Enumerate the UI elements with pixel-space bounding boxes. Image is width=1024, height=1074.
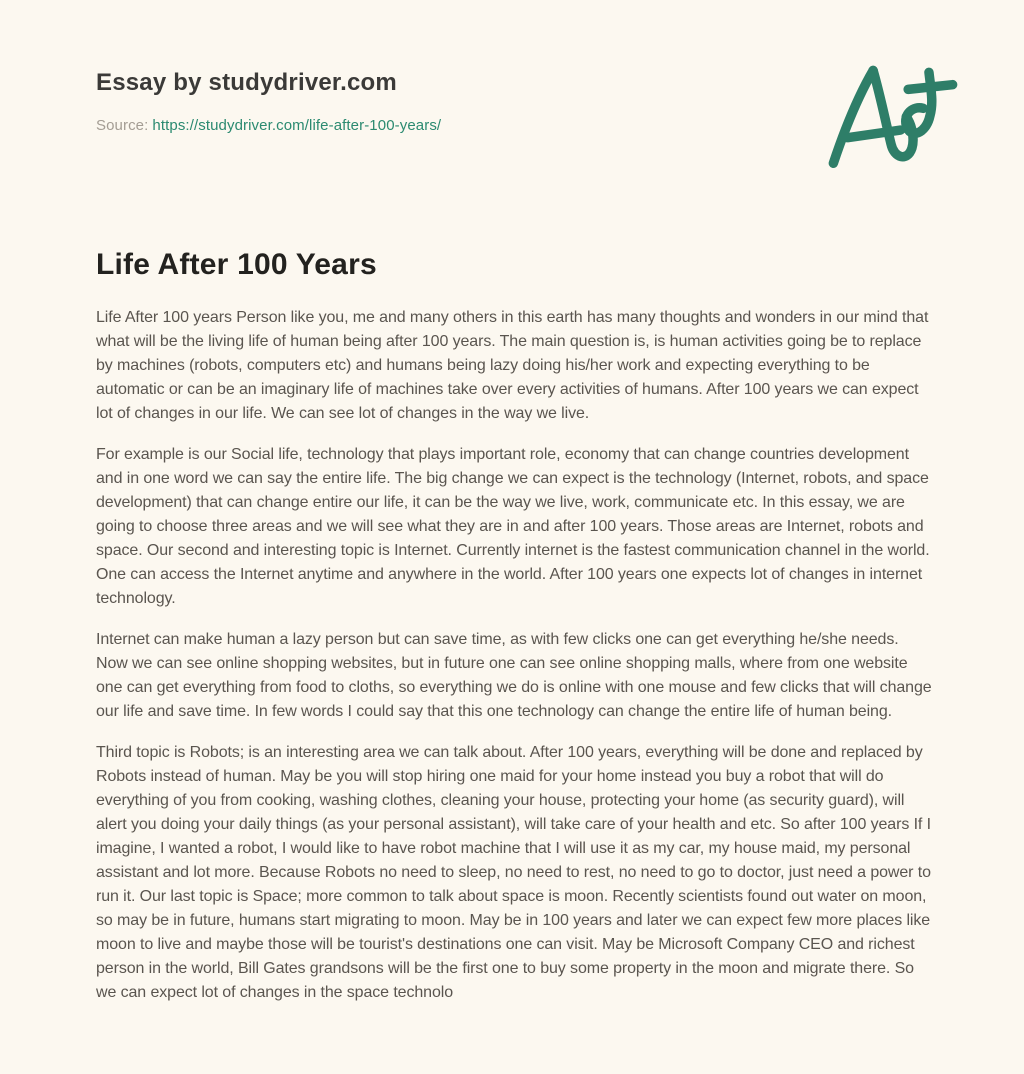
essay-paragraph-3: Internet can make human a lazy person but can save time, as with few clicks one can get everything he/she needs. Now we can see online shopping websites, but in future one can see online shopping malls, where from one website one can get everything from food to cloths, so everything we do is online with one mouse and few clicks that will change our life and save time. In few words I could say that this one technology can change the entire life of human being.: [96, 631, 932, 721]
essay-content: [96, 248, 932, 1005]
byline-heading: Essay by studydriver.com: [96, 69, 397, 96]
essay-paragraph-1: Life After 100 years Person like you, me and many others in this earth has many thoughts and wonders in our mind that what will be the living life of human being after 100 years. The main question is, is human activities going be to replace by machines (robots, computers etc) and humans being lazy doing his/her work and expecting everything to be automatic or can be an imaginary life of machines take over every activities of humans. After 100 years we can expect lot of changes in our life. We can see lot of changes in the way we live.: [96, 309, 929, 423]
source-line: [96, 117, 932, 134]
source-link[interactable]: https://studydriver.com/life-after-100-years/: [152, 117, 442, 135]
essay-title: Life After 100 Years: [96, 248, 377, 282]
essay-paragraph-4: Third topic is Robots; is an interesting area we can talk about. After 100 years, everything will be done and replaced by Robots instead of human. May be you will stop hiring one maid for your home instead you buy a robot that will do everything of you from cooking, washing clothes, cleaning your house, protecting your home (as security guard), will alert you doing your daily things (as your personal assistant), will take care of your health and etc. So after 100 years If I imagine, I wanted a robot, I would like to have robot machine that I will use it as my car, my house maid, my personal assistant and lot more. Because Robots no need to sleep, no need to rest, no need to go to doctor, just need a power to run it. Our last topic is Space; more common to talk about space is moon. Recently scientists found out water on moon, so may be in future, humans start migrating to moon. May be in 100 years and later we can expect few more places like moon to live and maybe those will be tourist's destinations one can visit. May be Microsoft Company CEO and richest person in the world, Bill Gates grandsons will be the first one to buy some property in the moon and migrate there. So we can expect lot of changes in the space technolo: [96, 744, 931, 1002]
essay-paragraph-2: For example is our Social life, technology that plays important role, economy that can change countries development and in one word we can say the entire life. The big change we can expect is the technology (Internet, robots, and space development) that can change entire our life, it can be the way we live, work, communicate etc. In this essay, we are going to choose three areas and we will see what they are in and after 100 years. Those areas are Internet, robots and space. Our second and interesting topic is Internet. Currently internet is the fastest communication channel in the world. One can access the Internet anytime and anywhere in the world. After 100 years one expects lot of changes in internet technology.: [96, 446, 930, 608]
a-plus-grade-icon: [822, 56, 964, 172]
page-header: [96, 70, 932, 134]
source-label: Source:: [96, 117, 149, 135]
